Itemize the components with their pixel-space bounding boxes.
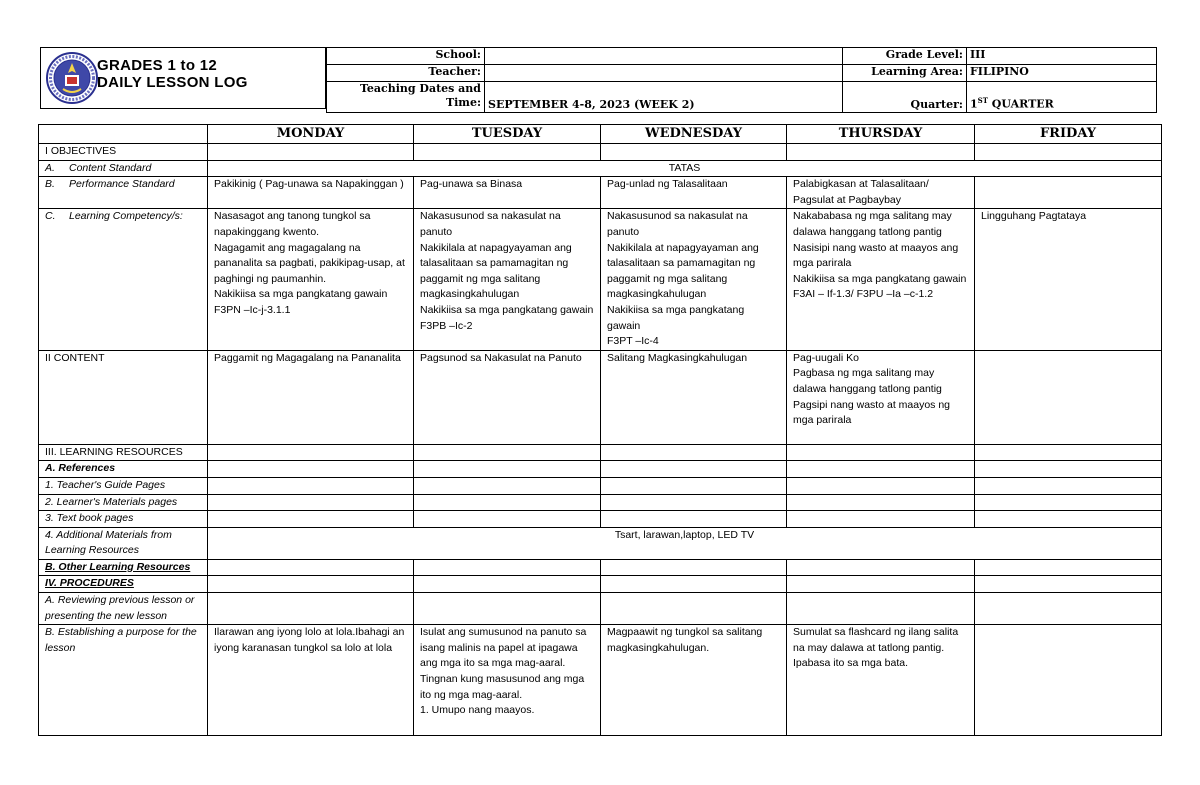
quarter-word: QUARTER — [987, 98, 1054, 111]
learning-resources-label: III. LEARNING RESOURCES — [39, 444, 208, 461]
grade-level-value: III — [967, 48, 1157, 65]
content-standard-text: Content Standard — [69, 161, 152, 174]
form-title — [97, 57, 248, 91]
cell — [975, 593, 1162, 625]
competency-line: Nakikiisa sa mga pangkatang gawain — [793, 272, 967, 285]
form-title-line2: DAILY LESSON LOG — [97, 74, 248, 91]
content-line: Pagsipi nang wasto at maayos ng mga parirala — [793, 398, 951, 427]
cell — [601, 477, 787, 494]
cell — [414, 477, 601, 494]
procedures-label: IV. PROCEDURES — [39, 576, 208, 593]
competency-line: Nakikilala at napagyayaman ang talasalitaan sa pamamagitan ng paggamit ng mga salitang magkasingkahulugan — [607, 241, 759, 301]
cell — [601, 494, 787, 511]
competency-line: Nakikilala at napagyayaman ang talasalitaan sa pamamagitan ng paggamit ng mga salitang magkasingkahulugan — [420, 241, 572, 301]
competency-thursday — [787, 209, 975, 350]
purpose-label: B. Establishing a purpose for the lesson — [39, 625, 208, 736]
purpose-line: Isulat ang sumusunod na panuto sa isang malinis na papel at ipagawa ang mga ito sa mga mag-aaral. Tingnan kung masusunod ang mga ito ng mga mag-aaral. — [420, 626, 587, 701]
competency-line: Lingguhang Pagtataya — [981, 210, 1087, 223]
content-thursday — [787, 350, 975, 444]
quarter-value — [967, 82, 1157, 113]
teaching-dates-label-line2: Time: — [445, 96, 481, 109]
cell — [601, 444, 787, 461]
content-line: Paggamit ng Magagalang na Pananalita — [214, 351, 401, 364]
quarter-label: Quarter: — [843, 82, 967, 113]
cell — [975, 511, 1162, 528]
day-thursday: THURSDAY — [787, 125, 975, 144]
cell — [208, 576, 414, 593]
quarter-suffix: ST — [977, 96, 988, 106]
cell — [414, 444, 601, 461]
cell — [975, 576, 1162, 593]
textbook-label: 3. Text book pages — [39, 511, 208, 528]
competency-line: Nakababasa ng mga salitang may dalawa hanggang tatlong pantig — [793, 210, 952, 238]
performance-tuesday: Pag-unawa sa Binasa — [414, 177, 601, 209]
cell — [601, 511, 787, 528]
cell — [208, 559, 414, 576]
other-resources-row — [39, 559, 1162, 576]
cell — [975, 144, 1162, 161]
school-label: School: — [327, 48, 485, 65]
cell — [787, 477, 975, 494]
teaching-dates-value: SEPTEMBER 4-8, 2023 (WEEK 2) — [485, 82, 843, 113]
cell — [975, 477, 1162, 494]
competency-friday — [975, 209, 1162, 350]
performance-wednesday: Pag-unlad ng Talasalitaan — [601, 177, 787, 209]
cell — [601, 593, 787, 625]
learning-area-value: FILIPINO — [967, 65, 1157, 82]
cell — [208, 494, 414, 511]
cell — [601, 576, 787, 593]
cell — [787, 144, 975, 161]
cell — [787, 593, 975, 625]
references-label: A. References — [39, 461, 208, 478]
content-line: Pagbasa ng mga salitang may dalawa hanggang tatlong pantig — [793, 367, 942, 395]
form-title-line1: GRADES 1 to 12 — [97, 57, 218, 74]
cell — [787, 461, 975, 478]
review-label: A. Reviewing previous lesson or presenting the new lesson — [39, 593, 208, 625]
cell — [414, 511, 601, 528]
performance-monday: Pakikinig ( Pag-unawa sa Napakinggan ) — [208, 177, 414, 209]
purpose-row — [39, 625, 1162, 736]
content-standard-prefix: A. — [45, 161, 55, 174]
content-tuesday — [414, 350, 601, 444]
cell — [601, 461, 787, 478]
deped-seal-icon — [45, 51, 99, 105]
purpose-line: Ipabasa ito sa mga bata. — [793, 657, 908, 670]
procedures-row — [39, 576, 1162, 593]
content-wednesday — [601, 350, 787, 444]
day-tuesday: TUESDAY — [414, 125, 601, 144]
competency-monday — [208, 209, 414, 350]
cell — [787, 511, 975, 528]
lesson-log-table — [38, 124, 1162, 736]
cell — [787, 576, 975, 593]
competency-line: Nasasagot ang tanong tungkol sa napakinggang kwento. — [214, 210, 371, 238]
cell — [208, 593, 414, 625]
competency-line: Nakikiisa sa mga pangkatang gawain — [420, 303, 594, 316]
teachers-guide-label: 1. Teacher's Guide Pages — [39, 477, 208, 494]
header-info-table — [326, 47, 1157, 113]
cell — [601, 144, 787, 161]
competency-tuesday — [414, 209, 601, 350]
cell — [787, 559, 975, 576]
additional-materials-row — [39, 527, 1162, 559]
competency-code: F3PB –Ic-2 — [420, 319, 473, 332]
performance-standard-text: Performance Standard — [69, 178, 175, 191]
competency-line: Nakikiisa sa mga pangkatang gawain — [607, 303, 745, 332]
competency-line: Nakasusunod sa nakasulat na panuto — [607, 210, 748, 238]
content-line: Pagsunod sa Nakasulat na Panuto — [420, 351, 582, 364]
purpose-friday — [975, 625, 1162, 736]
cell — [414, 494, 601, 511]
purpose-tuesday — [414, 625, 601, 736]
competency-code: F3PN –Ic-j-3.1.1 — [214, 303, 291, 316]
cell — [975, 494, 1162, 511]
cell — [208, 477, 414, 494]
cell — [208, 144, 414, 161]
purpose-line: Ilarawan ang iyong lolo at lola.Ibahagi an iyong karanasan tungkol sa lolo at lola — [214, 626, 405, 654]
competency-line: Nagagamit ang magagalang na pananalita sa pagbati, pakikipag-usap, at paghingi ng paumanhin. — [214, 241, 405, 285]
objectives-row — [39, 144, 1162, 161]
content-row — [39, 350, 1162, 444]
cell — [975, 461, 1162, 478]
references-row — [39, 461, 1162, 478]
additional-materials-value: Tsart, larawan,laptop, LED TV — [208, 527, 1162, 559]
cell — [208, 461, 414, 478]
cell — [208, 444, 414, 461]
performance-standard-row — [39, 177, 1162, 209]
content-standard-value: TATAS — [208, 160, 1162, 177]
competency-wednesday — [601, 209, 787, 350]
content-friday — [975, 350, 1162, 444]
content-line: Pag-uugali Ko — [793, 351, 859, 364]
competency-code: F3PT –Ic-4 — [607, 335, 659, 348]
cell — [414, 576, 601, 593]
day-header-row — [39, 125, 1162, 144]
competency-label — [39, 209, 208, 350]
cell — [414, 559, 601, 576]
cell — [975, 444, 1162, 461]
cell — [414, 144, 601, 161]
purpose-monday — [208, 625, 414, 736]
purpose-wednesday — [601, 625, 787, 736]
performance-standard-prefix: B. — [45, 178, 55, 191]
content-line: Salitang Magkasingkahulugan — [607, 351, 748, 364]
content-label: II CONTENT — [39, 350, 208, 444]
grade-level-label: Grade Level: — [843, 48, 967, 65]
learning-resources-row — [39, 444, 1162, 461]
purpose-thursday — [787, 625, 975, 736]
purpose-line: Sumulat sa flashcard ng ilang salita na may dalawa at tatlong pantig. — [793, 626, 959, 654]
textbook-row — [39, 511, 1162, 528]
learners-materials-row — [39, 494, 1162, 511]
additional-materials-label: 4. Additional Materials from Learning Resources — [39, 527, 208, 559]
teachers-guide-row — [39, 477, 1162, 494]
corner-cell — [39, 125, 208, 144]
quarter-number: 1 — [970, 98, 978, 111]
school-value — [485, 48, 843, 65]
cell — [787, 494, 975, 511]
review-row — [39, 593, 1162, 625]
cell — [787, 444, 975, 461]
cell — [601, 559, 787, 576]
cell — [208, 511, 414, 528]
cell — [414, 593, 601, 625]
day-monday: MONDAY — [208, 125, 414, 144]
performance-standard-label — [39, 177, 208, 209]
other-resources-label: B. Other Learning Resources — [39, 559, 208, 576]
competency-code: F3AI – If-1.3/ F3PU –Ia –c-1.2 — [793, 288, 934, 301]
cell — [975, 559, 1162, 576]
day-wednesday: WEDNESDAY — [601, 125, 787, 144]
competency-text: Learning Competency/s: — [69, 210, 183, 223]
competency-line: Nasisipi nang wasto at maayos ang mga parirala — [793, 241, 959, 270]
competency-row — [39, 209, 1162, 350]
learning-area-label: Learning Area: — [843, 65, 967, 82]
teaching-dates-label — [327, 82, 485, 113]
performance-friday — [975, 177, 1162, 209]
purpose-line: Magpaawit ng tungkol sa salitang magkasingkahulugan. — [607, 626, 763, 654]
content-standard-row — [39, 160, 1162, 177]
content-monday — [208, 350, 414, 444]
header-logo-box — [40, 47, 326, 109]
competency-line: Nakasusunod sa nakasulat na panuto — [420, 210, 561, 238]
competency-line: Nakikiisa sa mga pangkatang gawain — [214, 288, 388, 301]
learners-materials-label: 2. Learner's Materials pages — [39, 494, 208, 511]
teaching-dates-label-line1: Teaching Dates and — [359, 82, 481, 95]
content-standard-label — [39, 160, 208, 177]
cell — [414, 461, 601, 478]
day-friday: FRIDAY — [975, 125, 1162, 144]
teacher-value — [485, 65, 843, 82]
objectives-label: I OBJECTIVES — [39, 144, 208, 161]
performance-thursday: Palabigkasan at Talasalitaan/ Pagsulat at Pagbaybay — [787, 177, 975, 209]
purpose-line: 1. Umupo nang maayos. — [420, 704, 535, 717]
teacher-label: Teacher: — [327, 65, 485, 82]
competency-prefix: C. — [45, 210, 56, 223]
